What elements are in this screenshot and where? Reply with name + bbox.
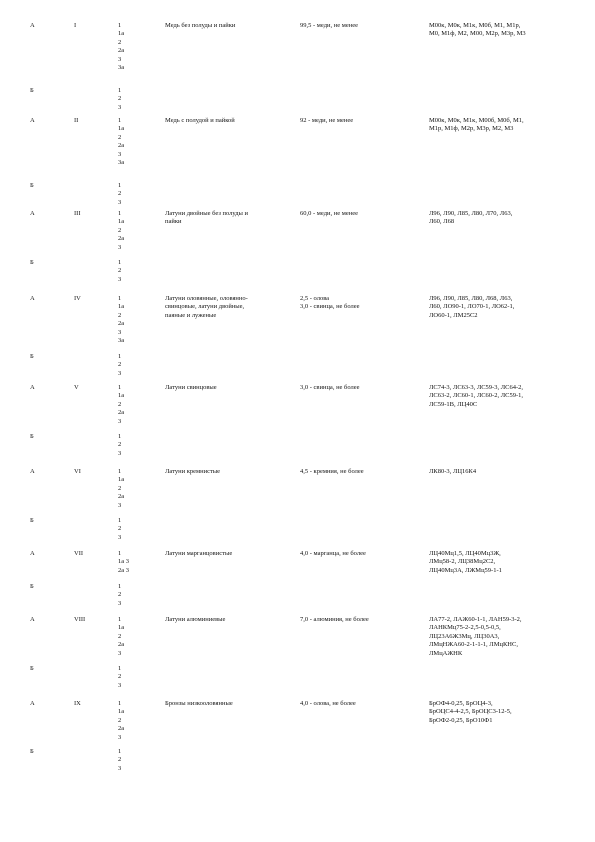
brands-cell [429,468,476,476]
grades-cell-line: 1 [118,182,122,189]
alloy-name-cell-line: Бронзы низкооловянные [165,700,233,707]
grades-cell-line: 2а [118,641,125,649]
grades-cell-line: 3 [118,417,122,425]
grades-cell-line: 1а [118,392,125,400]
grades-cell-line: 1 [118,517,122,524]
alloy-name-cell [165,550,232,558]
grades-cell-line: 2 [118,133,122,141]
grades-cell-line: 2 [118,38,122,46]
brands-cell [429,210,512,227]
content-cell-line: 4,0 - олова, не более [300,700,356,707]
brands-cell-line: ЛС59-1В, ЛЦ40С [429,400,478,408]
grades-cell-line: 1 [118,210,122,217]
alloy-name-cell [165,295,248,320]
grades-cell-line: 1 [118,353,122,360]
grades-cell-line: 3 [118,243,122,251]
grades-cell-line: 2а [118,409,125,417]
class-cell: А [30,616,35,623]
grades-cell-line: 2 [118,400,122,408]
grades-cell-line: 3 [118,328,122,336]
grades-cell [118,550,129,575]
grades-cell-line: 1 [118,295,122,302]
grades-cell-line: 1а 3 [118,558,130,566]
alloy-name-cell-line: Латуни марганцовистые [165,550,233,557]
grades-cell-line: 3 [118,649,122,657]
class-cell: А [30,468,35,475]
grades-cell-line: 3 [118,275,122,283]
grades-cell [118,700,124,742]
grades-cell-line: 2а [118,320,125,328]
class-cell: А [30,210,35,217]
brands-cell-line: БрОЦС4-4-2,5, БрОЦС3-12-5, [429,708,512,716]
content-cell-line: 4,0 - марганца, не более [300,550,366,557]
brands-cell-line: М1р, М1ф, М2р, М3р, М2, М3 [429,125,514,133]
grades-cell-line: 1 [118,700,122,707]
alloy-name-cell [165,700,233,708]
alloy-name-cell-line: Медь без полуды и пайки [165,22,236,29]
brands-cell-line: Л96, Л90, Л85, Л80, Л70, Л63, [429,210,513,217]
brands-cell [429,22,526,39]
grades-cell-line: 3а [118,159,125,167]
content-cell [300,700,356,708]
brands-cell-line: ЛМц58-2, ЛЦ38Мц2С2, [429,558,496,566]
grades-cell-line: 2 [118,756,122,764]
grades-cell-line: 3 [118,599,122,607]
group-cell: IV [74,295,81,302]
alloy-name-cell-line: Латуни алюминиевые [165,616,226,623]
grades-cell-line: 1 [118,259,122,266]
brands-cell-line: ЛО60-1, ЛМ25С2 [429,311,478,319]
class-cell: Б [30,259,34,266]
alloy-name-cell [165,210,248,227]
content-cell-line: 4,5 - кремния, не более [300,468,364,475]
grades-cell-line: 2 [118,591,122,599]
grades-cell-line: 1а [118,303,125,311]
alloy-name-cell-line: Латуни двойные без полуды и [165,210,249,217]
grades-cell [118,665,121,690]
content-cell [300,468,364,476]
brands-cell-line: Л96, Л90, Л85, Л80, Л68, Л63, [429,295,513,302]
brands-cell-line: ЛС74-3, ЛС63-3, ЛС59-3, ЛС64-2, [429,384,524,391]
grades-cell [118,433,121,458]
content-cell [300,384,360,392]
content-cell [300,117,353,125]
grades-cell-line: 1а [118,125,125,133]
alloy-name-cell-line: пайки [165,218,182,226]
grades-cell [118,748,121,773]
brands-cell [429,117,524,134]
grades-cell-line: 2 [118,267,122,275]
grades-cell-line: 1 [118,468,122,475]
brands-cell-line: ЛС63-2, ЛС60-1, ЛС60-2, ЛС59-1, [429,392,524,400]
brands-cell [429,616,522,658]
class-cell: Б [30,748,34,755]
grades-cell-line: 2 [118,311,122,319]
grades-cell-line: 1а [118,624,125,632]
grades-cell-line: 1а [118,218,125,226]
grades-cell-line: 1 [118,665,122,672]
grades-cell-line: 1а [118,30,125,38]
grades-cell-line: 2а [118,142,125,150]
grades-cell-line: 2 [118,716,122,724]
grades-cell-line: 3 [118,103,122,111]
group-cell: I [74,22,77,29]
brands-cell-line: Л60, Л68 [429,218,455,226]
brands-cell-line: ЛМцАЖНК [429,649,463,657]
grades-cell [118,583,121,608]
class-cell: Б [30,182,34,189]
grades-cell-line: 1а [118,708,125,716]
brands-cell-line: ЛА77-2, ЛАЖ60-1-1, ЛАН59-3-2, [429,616,522,623]
alloy-name-cell-line: Медь с полудой и пайкой [165,117,235,124]
grades-cell [118,210,124,252]
class-cell: Б [30,433,34,440]
class-cell: А [30,295,35,302]
content-cell-line: 60,0 - меди, не менее [300,210,358,217]
grades-cell-line: 3 [118,150,122,158]
grades-cell-line: 1 [118,748,122,755]
grades-cell-line: 2а [118,725,125,733]
class-cell: Б [30,665,34,672]
brands-cell-line: ЛЦ40Мц1,5, ЛЦ40Мц3Ж, [429,550,501,557]
grades-cell-line: 3а [118,64,125,72]
grades-cell-line: 3 [118,681,122,689]
grades-cell-line: 2 [118,95,122,103]
class-cell: Б [30,583,34,590]
grades-cell-line: 2 [118,361,122,369]
class-cell: А [30,22,35,29]
class-cell: А [30,550,35,557]
grades-cell [118,517,121,542]
grades-cell-line: 1 [118,433,122,440]
content-cell [300,210,358,218]
content-cell-line: 99,5 - меди, не менее [300,22,358,29]
brands-cell [429,550,502,575]
grades-cell [118,616,124,658]
alloy-name-cell [165,117,235,125]
content-cell [300,295,360,312]
class-cell: А [30,700,35,707]
content-cell-line: 2,5 - олова [300,295,330,302]
brands-cell-line: ЛЦ40Мц3А, ЛЖМц59-1-1 [429,566,502,574]
grades-cell-line: 3 [118,449,122,457]
grades-cell-line: 1 [118,87,122,94]
grades-cell-line: 2а 3 [118,566,130,574]
grades-cell-line: 3 [118,733,122,741]
content-cell-line: 3,0 - свинца, не более [300,384,360,391]
grades-cell [118,22,124,72]
alloy-name-cell [165,384,217,392]
group-cell: V [74,384,79,391]
group-cell: III [74,210,81,217]
grades-cell-line: 1 [118,384,122,391]
brands-cell-line: БрОФ2-0,25, БрО10Ф1 [429,716,493,724]
brands-cell-line: Л60, ЛО90-1, ЛО70-1, ЛО62-1, [429,303,515,311]
class-cell: А [30,117,35,124]
content-cell [300,616,369,624]
group-cell: IX [74,700,81,707]
grades-cell-line: 2 [118,190,122,198]
grades-cell [118,384,124,426]
content-cell-line: 92 - меди, не менее [300,117,354,124]
grades-cell [118,117,124,167]
grades-cell-line: 3 [118,369,122,377]
grades-cell-line: 3 [118,533,122,541]
grades-cell-line: 2 [118,441,122,449]
grades-cell-line: 2 [118,673,122,681]
brands-cell-line: М00к, М0к, М1к, М00б, М0б, М1, [429,117,524,124]
group-cell: VIII [74,616,86,623]
grades-cell-line: 3 [118,198,122,206]
brands-cell-line: М0, М1ф, М2, М00, М2р, М3р, М3 [429,30,526,38]
class-cell: Б [30,517,34,524]
grades-cell-line: 2а [118,235,125,243]
class-cell: А [30,384,35,391]
grades-cell-line: 3 [118,501,122,509]
grades-cell-line: 3 [118,764,122,772]
grades-cell-line: 2а [118,47,125,55]
brands-cell [429,700,512,725]
group-cell: II [74,117,79,124]
alloy-name-cell-line: Латуни свинцовые [165,384,217,391]
grades-cell-line: 3 [118,55,122,63]
alloy-name-cell-line: паяные и луженые [165,311,217,319]
grades-cell-line: 2 [118,226,122,234]
brands-cell-line: ЛМцНЖА60-2-1-1-1, ЛМцКНС, [429,641,518,649]
group-cell: VII [74,550,84,557]
grades-cell [118,468,124,510]
class-cell: Б [30,87,34,94]
grades-cell-line: 1 [118,616,122,623]
grades-cell-line: 1 [118,22,122,29]
brands-cell-line: ЛК80-3, ЛЦ16К4 [429,468,477,475]
brands-cell-line: ЛАНКМц75-2-2,5-0,5-0,5, [429,624,501,632]
grades-cell [118,182,121,207]
grades-cell-line: 2 [118,525,122,533]
grades-cell [118,295,124,345]
class-cell: Б [30,353,34,360]
grades-cell-line: 3а [118,337,125,345]
grades-cell [118,353,121,378]
alloy-name-cell [165,616,225,624]
grades-cell-line: 2а [118,493,125,501]
brands-cell [429,295,514,320]
grades-cell-line: 1 [118,117,122,124]
brands-cell-line: БрОФ4-0,25, БрОЦ4-3, [429,700,493,707]
alloy-name-cell-line: свинцовые, латуни двойные, [165,303,245,311]
brands-cell [429,384,523,409]
content-cell [300,22,358,30]
content-cell-line: 3,0 - свинца, не более [300,303,360,311]
alloy-name-cell [165,468,220,476]
content-cell-line: 7,0 - алюминия, не более [300,616,369,623]
alloy-name-cell-line: Латуни оловянные, оловянно- [165,295,248,302]
group-cell: VI [74,468,81,475]
grades-cell [118,87,121,112]
brands-cell-line: М00к, М0к, М1к, М0б, М1, М1р, [429,22,521,29]
grades-cell-line: 1а [118,476,125,484]
brands-cell-line: ЛЦ23А6Ж3Мц, ЛЦ30А3, [429,632,500,640]
grades-cell [118,259,121,284]
grades-cell-line: 1 [118,550,122,557]
grades-cell-line: 1 [118,583,122,590]
grades-cell-line: 2 [118,484,122,492]
content-cell [300,550,366,558]
alloy-name-cell [165,22,235,30]
alloy-name-cell-line: Латуни кремнистые [165,468,221,475]
grades-cell-line: 2 [118,632,122,640]
